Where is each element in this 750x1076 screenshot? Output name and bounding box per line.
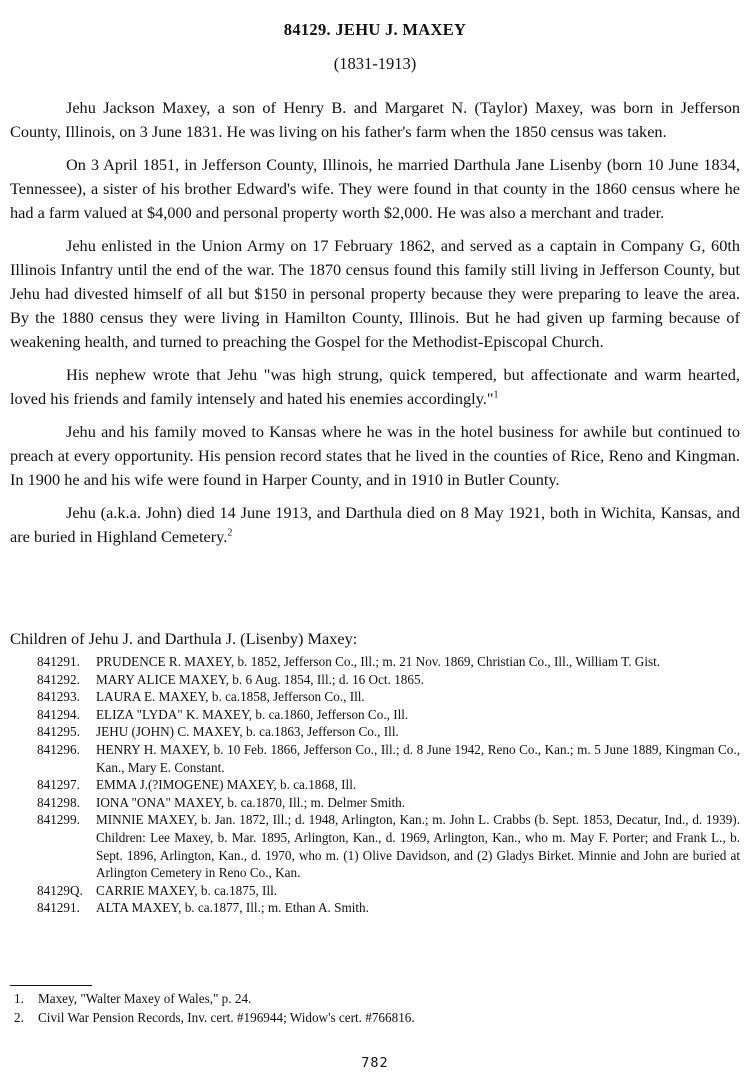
child-entry: JEHU (JOHN) C. MAXEY, b. ca.1863, Jefferson Co., Ill. bbox=[96, 724, 399, 740]
paragraph: Jehu (a.k.a. John) died 14 June 1913, and Darthula died on 8 May 1921, both in Wichita, Kansas, and are buried in Highland Cemetery.$^2$ bbox=[10, 503, 740, 546]
page-number: 782 bbox=[361, 1055, 389, 1071]
biography-text bbox=[10, 96, 740, 558]
footnote-ref: 2 bbox=[227, 527, 233, 539]
child-number: 841295. bbox=[37, 724, 80, 740]
list-item bbox=[37, 811, 740, 881]
page-title: 84129. JEHU J. MAXEY bbox=[283, 20, 467, 39]
footnote-ref: 1 bbox=[493, 389, 499, 401]
list-item bbox=[37, 723, 740, 741]
list-item bbox=[37, 706, 740, 724]
footnote bbox=[14, 1008, 734, 1027]
child-number: 841291. bbox=[37, 900, 80, 916]
paragraph: Jehu Jackson Maxey, a son of Henry B. and Margaret N. (Taylor) Maxey, was born in Jefferson County, Illinois, on 3 June 1831. He was living on his father's farm when the 1850 census was taken. bbox=[10, 98, 740, 141]
child-entry: MINNIE MAXEY, b. Jan. 1872, Ill.; d. 1948, Arlington, Kan.; m. John L. Crabbs (b. Sept. 1853, Decatur, Ind., d. 1939). Children: Lee Maxey, b. Mar. 1895, Arlington, Kan., d. 1969, Arlington, Kan., who m. May F. Porter; and Frank L., b. Sept. 1896, Arlington, Kan., d. 1970, who m. (1) Olive Davidson, and (2) Gladys Birket. Minnie and John are buried at Arlington Cemetery in Reno Co., Kan. bbox=[96, 812, 740, 881]
child-entry: PRUDENCE R. MAXEY, b. 1852, Jefferson Co., Ill.; m. 21 Nov. 1869, Christian Co., Ill., William T. Gist. bbox=[96, 654, 661, 669]
footnote bbox=[14, 989, 734, 1008]
child-number: 841297. bbox=[37, 777, 80, 793]
children-heading: Children of Jehu J. and Darthula J. (Lisenby) Maxey: bbox=[10, 629, 358, 648]
child-number: 841298. bbox=[37, 794, 80, 810]
list-item bbox=[37, 882, 740, 900]
child-entry: ALTA MAXEY, b. ca.1877, Ill.; m. Ethan A. Smith. bbox=[96, 900, 369, 916]
paragraph: On 3 April 1851, in Jefferson County, Illinois, he married Darthula Jane Lisenby (born 10 June 1834, Tennessee), a sister of his brother Edward's wife. They were found in that county in the 1860 census where he had a farm valued at $4,000 and personal property worth $2,000. He was also a merchant and trader. bbox=[10, 155, 740, 222]
footnote-text: Civil War Pension Records, Inv. cert. #196944; Widow's cert. #766816. bbox=[38, 1010, 415, 1025]
child-number: 841296. bbox=[37, 741, 80, 757]
footnote-divider bbox=[10, 985, 92, 986]
child-number: 84129Q. bbox=[37, 882, 83, 898]
child-entry: CARRIE MAXEY, b. ca.1875, Ill. bbox=[96, 882, 278, 898]
child-number: 841294. bbox=[37, 706, 80, 722]
footnotes bbox=[14, 989, 734, 1027]
child-number: 841299. bbox=[37, 812, 80, 828]
children-list bbox=[37, 653, 740, 917]
footnote-number: 1. bbox=[14, 991, 24, 1006]
list-item bbox=[37, 653, 740, 671]
child-number: 841292. bbox=[37, 671, 80, 687]
child-entry: MARY ALICE MAXEY, b. 6 Aug. 1854, Ill.; d. 16 Oct. 1865. bbox=[96, 671, 424, 687]
child-entry: IONA "ONA" MAXEY, b. ca.1870, Ill.; m. Delmer Smith. bbox=[96, 794, 406, 810]
list-item bbox=[37, 688, 740, 706]
child-number: 841293. bbox=[37, 689, 80, 705]
list-item bbox=[37, 671, 740, 689]
list-item bbox=[37, 794, 740, 812]
child-entry: HENRY H. MAXEY, b. 10 Feb. 1866, Jefferson Co., Ill.; d. 8 June 1942, Reno Co., Kan.; m. 5 June 1889, Kingman Co., Kan., Mary E. Constant. bbox=[96, 741, 740, 775]
paragraph: Jehu enlisted in the Union Army on 17 February 1862, and served as a captain in Company G, 60th Illinois Infantry until the end of the war. The 1870 census found this family still living in Jefferson County, but Jehu had divested himself of all but $150 in personal property because they were preparing to leave the area. By the 1880 census they were living in Hamilton County, Illinois. But he had given up farming because of weakening health, and turned to preaching the Gospel for the Methodist-Episcopal Church. bbox=[10, 236, 740, 351]
footnote-text: Maxey, "Walter Maxey of Wales," p. 24. bbox=[38, 991, 252, 1006]
child-entry: ELIZA "LYDA" K. MAXEY, b. ca.1860, Jefferson Co., Ill. bbox=[96, 706, 409, 722]
list-item bbox=[37, 776, 740, 794]
child-entry: EMMA J.(?IMOGENE) MAXEY, b. ca.1868, Ill. bbox=[96, 777, 357, 793]
life-dates: (1831-1913) bbox=[333, 54, 417, 73]
child-entry: LAURA E. MAXEY, b. ca.1858, Jefferson Co., Ill. bbox=[96, 689, 365, 705]
child-number: 841291. bbox=[37, 654, 80, 669]
paragraph: Jehu and his family moved to Kansas where he was in the hotel business for awhile but continued to preach at every opportunity. His pension record states that he lived in the counties of Rice, Reno and Kingman. In 1900 he and his wife were found in Harper County, and in 1910 in Butler County. bbox=[10, 422, 740, 489]
footnote-number: 2. bbox=[14, 1010, 24, 1025]
list-item bbox=[37, 741, 740, 776]
list-item bbox=[37, 899, 740, 917]
paragraph: His nephew wrote that Jehu "was high strung, quick tempered, but affectionate and warm hearted, loved his friends and family intensely and hated his enemies accordingly."$^1$ bbox=[10, 365, 740, 408]
